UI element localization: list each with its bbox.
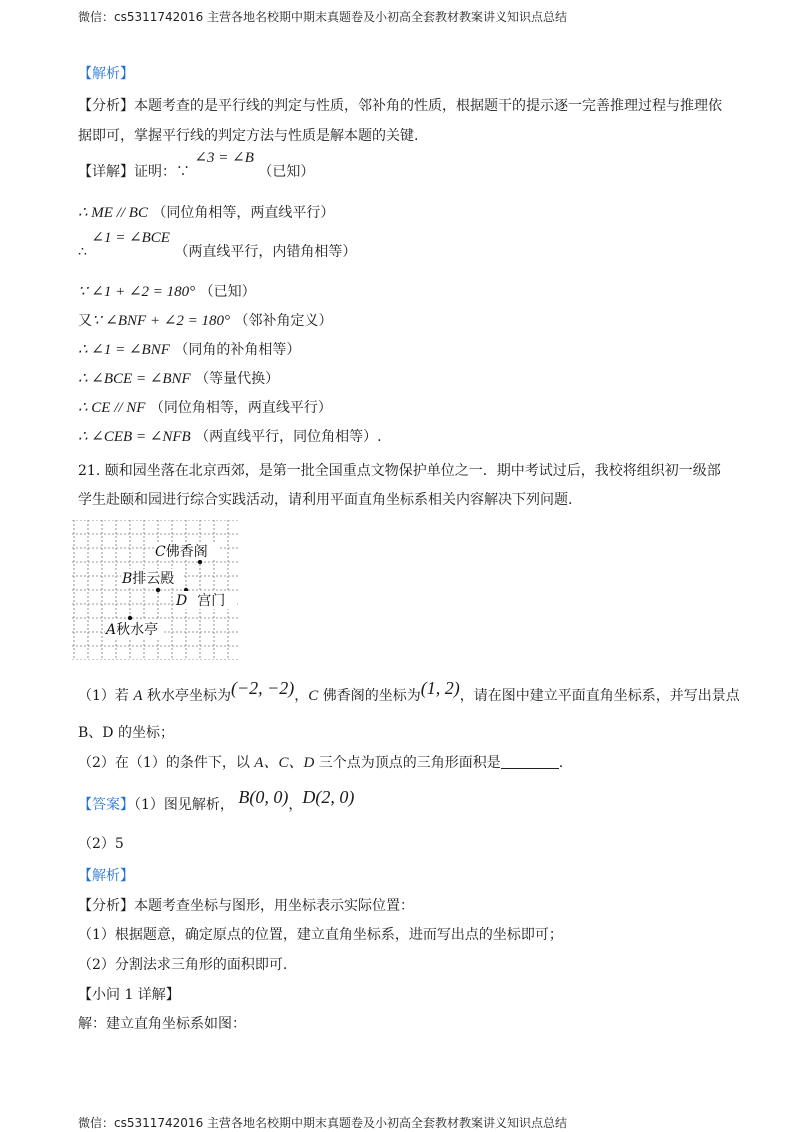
proof-reason-2: （同位角相等，两直线平行）: [152, 205, 335, 221]
proof-reason-9: （两直线平行，同位角相等）.: [195, 429, 382, 445]
label-d-letter: D: [176, 593, 188, 609]
q21-part-1-line-1: [78, 678, 740, 706]
label-b: [121, 570, 174, 587]
q21-sub1-tag: 【小问 1 详解】: [78, 987, 180, 1003]
proof-reason-7: （等量代换）: [195, 371, 280, 387]
part1-C: C: [308, 688, 319, 704]
part1-a: （1）若: [78, 688, 129, 704]
proof-math-4: ∵ ∠1 + ∠2 = 180°: [78, 284, 196, 300]
proof-reason-1: （已知）: [258, 164, 315, 180]
proof-math-5: ∵ ∠BNF + ∠2 = 180°: [92, 313, 231, 329]
analysis-tag: 【解析】: [78, 66, 134, 82]
q21-analysis-tag: 【解析】: [78, 868, 134, 884]
q21-fenxi: [78, 896, 414, 916]
proof-lead-5: 又: [78, 313, 92, 329]
fenxi-tag: 【分析】: [78, 98, 134, 114]
proof-math-6: ∴ ∠1 = ∠BNF: [78, 342, 170, 358]
part2-a: （2）在（1）的条件下，以: [78, 755, 250, 771]
q21-stem-line-1: 21. 颐和园坐落在北京西郊，是第一批全国重点文物保护单位之一．期中考试过后，我校将组织初一级部: [78, 463, 721, 479]
proof-reason-6: （同角的补角相等）: [174, 342, 301, 358]
q21-fenxi-tag: 【分析】: [78, 898, 134, 914]
part1-b: 秋水亭坐标为: [147, 688, 231, 704]
proof-step-6: [78, 340, 300, 360]
label-d-name: 宫门: [197, 593, 226, 609]
proof-math-2: ∴ ME // BC: [78, 205, 148, 221]
proof-reason-8: （同位角相等，两直线平行）: [149, 400, 332, 416]
part1-d: 佛香阁的坐标为: [322, 688, 421, 704]
part2-end: .: [558, 755, 564, 771]
q21-fenxi-1: （1）根据题意，确定原点的位置，建立直角坐标系，进而写出点的坐标即可；: [78, 927, 563, 943]
proof-math-9: ∴ ∠CEB = ∠NFB: [78, 429, 191, 445]
coord-a: (−2, −2): [231, 678, 295, 698]
proof-lead: 证明：∵: [134, 164, 190, 180]
point-a: [128, 616, 132, 620]
grid-svg: [72, 520, 240, 660]
part1-c: ，: [294, 688, 309, 704]
proof-math-3: ∠1 = ∠BCE: [91, 230, 170, 246]
label-c-name: 佛香阁: [165, 544, 208, 560]
q21-sub1-text: 解：建立直角坐标系如图：: [78, 1016, 246, 1032]
analysis-line-2: 据即可，掌握平行线的判定方法与性质是解本题的关键.: [78, 128, 419, 144]
q21-fenxi-2: （2）分割法求三角形的面积即可.: [78, 957, 288, 973]
page-footer: 微信：cs5311742016 主营各地名校期中期末真题卷及小初高全套教材教案讲义知识点总结: [78, 1116, 568, 1130]
part1-A: A: [133, 688, 143, 704]
proof-reason-5: （邻补角定义）: [234, 313, 333, 329]
xiangjie-tag: 【详解】: [78, 164, 134, 180]
part2-points: A、C、D: [254, 755, 315, 771]
q21-part-2: [78, 753, 563, 773]
proof-step-4: [78, 282, 256, 302]
proof-step-3: [78, 230, 357, 262]
point-c: [198, 560, 202, 564]
answer-sep: ，: [288, 797, 303, 813]
label-a-letter: A: [106, 622, 117, 638]
proof-reason-3: （两直线平行，内错角相等）: [174, 244, 357, 260]
fenxi-text: 本题考查的是平行线的判定与性质，邻补角的性质，根据题干的提示逐一完善推理过程与推理依: [134, 98, 722, 114]
proof-math-7: ∴ ∠BCE = ∠BNF: [78, 371, 191, 387]
proof-step-2: [78, 203, 334, 223]
proof-step-5: [78, 311, 332, 331]
analysis-line-1: [78, 96, 722, 116]
part2-b: 三个点为顶点的三角形面积是: [318, 755, 501, 771]
part1-e: ，请在图中建立平面直角坐标系，并写出景点: [459, 688, 740, 704]
answer-d: D(2, 0): [302, 787, 355, 807]
answer-b: B(0, 0): [238, 787, 289, 807]
point-b: [156, 588, 160, 592]
proof-step-8: [78, 398, 332, 418]
answer-tag: 【答案】: [78, 797, 134, 813]
therefore-symbol: ∴: [78, 244, 87, 260]
label-b-letter: B: [122, 571, 133, 587]
label-c-letter: C: [155, 544, 166, 560]
proof-math-8: ∴ CE // NF: [78, 400, 146, 416]
proof-math-1: ∠3 = ∠B: [194, 150, 254, 166]
proof-reason-4: （已知）: [199, 284, 256, 300]
q21-fenxi-text: 本题考查坐标与图形，用坐标表示实际位置：: [134, 898, 414, 914]
page-header: 微信：cs5311742016 主营各地名校期中期末真题卷及小初高全套教材教案讲义知识点总结: [78, 10, 568, 24]
label-b-name: 排云殿: [132, 571, 175, 587]
q21-part-1-line-2: B、D 的坐标；: [78, 725, 174, 741]
answer-1a: （1）图见解析，: [134, 797, 234, 813]
proof-step-1: [78, 150, 315, 182]
coord-c: (1, 2): [420, 678, 460, 698]
label-a-name: 秋水亭: [116, 622, 159, 638]
label-c: [155, 543, 208, 560]
q21-answer-1: [78, 787, 355, 815]
q21-stem-line-2: 学生赴颐和园进行综合实践活动，请利用平面直角坐标系相关内容解决下列问题.: [78, 492, 573, 508]
proof-step-9: [78, 427, 382, 447]
label-a: [104, 621, 158, 638]
q21-answer-2: （2）5: [78, 836, 124, 852]
answer-blank: [501, 754, 559, 769]
proof-step-7: [78, 369, 279, 389]
summer-palace-grid-figure: [72, 520, 240, 660]
label-d: [175, 593, 225, 609]
